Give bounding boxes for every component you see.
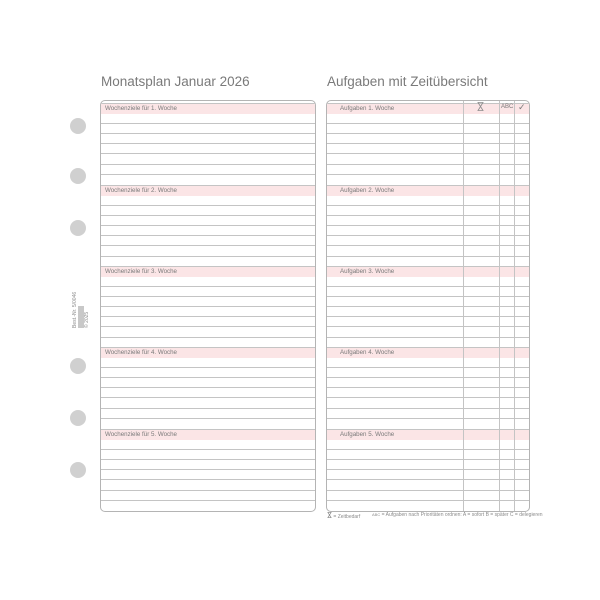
weekly-goals-label: Wochenziele für 1. Woche [105,105,177,112]
writing-line [327,256,529,257]
writing-line [101,215,315,216]
writing-line [327,387,529,388]
writing-line [327,408,529,409]
writing-line [101,123,315,124]
writing-line [327,205,529,206]
writing-line [101,205,315,206]
writing-line [101,479,315,480]
writing-line [101,397,315,398]
writing-line [101,286,315,287]
writing-line [101,469,315,470]
priority-legend-text: = Aufgaben nach Prioritäten ordnen: A = sofort B = später C = delegieren [381,512,543,518]
writing-line [101,225,315,226]
writing-line [327,479,529,480]
tasks-label: Aufgaben 4. Woche [340,349,395,356]
writing-line [101,245,315,246]
writing-line [327,286,529,287]
hourglass-icon [477,102,484,115]
writing-line [327,143,529,144]
writing-line [101,449,315,450]
writing-line [101,459,315,460]
writing-line [327,316,529,317]
binder-hole [70,118,86,134]
writing-line [327,377,529,378]
writing-line [101,143,315,144]
priority-legend [372,512,543,518]
writing-line [327,500,529,501]
priority-header: ABC [501,104,514,110]
writing-line [101,337,315,338]
writing-line [327,235,529,236]
weekly-goals-band [101,103,315,114]
weekly-goals-panel [100,100,316,512]
writing-line [327,306,529,307]
writing-line [327,469,529,470]
writing-line [327,123,529,124]
writing-line [101,500,315,501]
writing-line [327,296,529,297]
writing-line [327,449,529,450]
writing-line [327,133,529,134]
writing-line [327,245,529,246]
writing-line [101,387,315,388]
tasks-label: Aufgaben 5. Woche [340,431,395,438]
writing-line [327,337,529,338]
writing-line [327,225,529,226]
tasks-panel [326,100,530,512]
writing-line [101,377,315,378]
weekly-goals-label: Wochenziele für 3. Woche [105,268,177,275]
writing-line [101,306,315,307]
weekly-goals-band [101,266,315,277]
writing-line [101,490,315,491]
time-legend [327,512,360,520]
binder-hole [70,358,86,374]
writing-line [101,408,315,409]
writing-line [327,367,529,368]
tasks-label: Aufgaben 3. Woche [340,268,395,275]
binder-hole [70,168,86,184]
writing-line [101,296,315,297]
weekly-goals-band [101,429,315,440]
tasks-label: Aufgaben 1. Woche [340,105,395,112]
writing-line [101,418,315,419]
writing-line [101,256,315,257]
time-legend-text: = Zeitbedarf [333,514,361,520]
page-title-tasks: Aufgaben mit Zeitübersicht [327,74,488,89]
copyright: © 2025 [84,311,90,328]
writing-line [327,164,529,165]
weekly-goals-band [101,347,315,358]
priority-icon: ABC [372,512,381,517]
binder-hole [70,410,86,426]
writing-line [101,316,315,317]
writing-line [101,174,315,175]
writing-line [101,133,315,134]
writing-line [101,164,315,165]
weekly-goals-label: Wochenziele für 4. Woche [105,349,177,356]
writing-line [327,174,529,175]
writing-line [327,490,529,491]
weekly-goals-band [101,185,315,196]
writing-line [327,215,529,216]
writing-line [101,367,315,368]
page-title-month: Monatsplan Januar 2026 [101,74,250,89]
weekly-goals-label: Wochenziele für 2. Woche [105,187,177,194]
writing-line [101,153,315,154]
writing-line [327,326,529,327]
binder-hole [70,220,86,236]
tasks-label: Aufgaben 2. Woche [340,187,395,194]
writing-line [327,397,529,398]
writing-line [101,235,315,236]
writing-line [327,153,529,154]
checkmark-icon: ✓ [518,102,526,112]
writing-line [327,418,529,419]
writing-line [327,459,529,460]
binder-hole [70,462,86,478]
writing-line [101,326,315,327]
order-number: Best.-Nr. 5/0046 [72,291,78,328]
weekly-goals-label: Wochenziele für 5. Woche [105,431,177,438]
order-number-label [72,276,94,328]
